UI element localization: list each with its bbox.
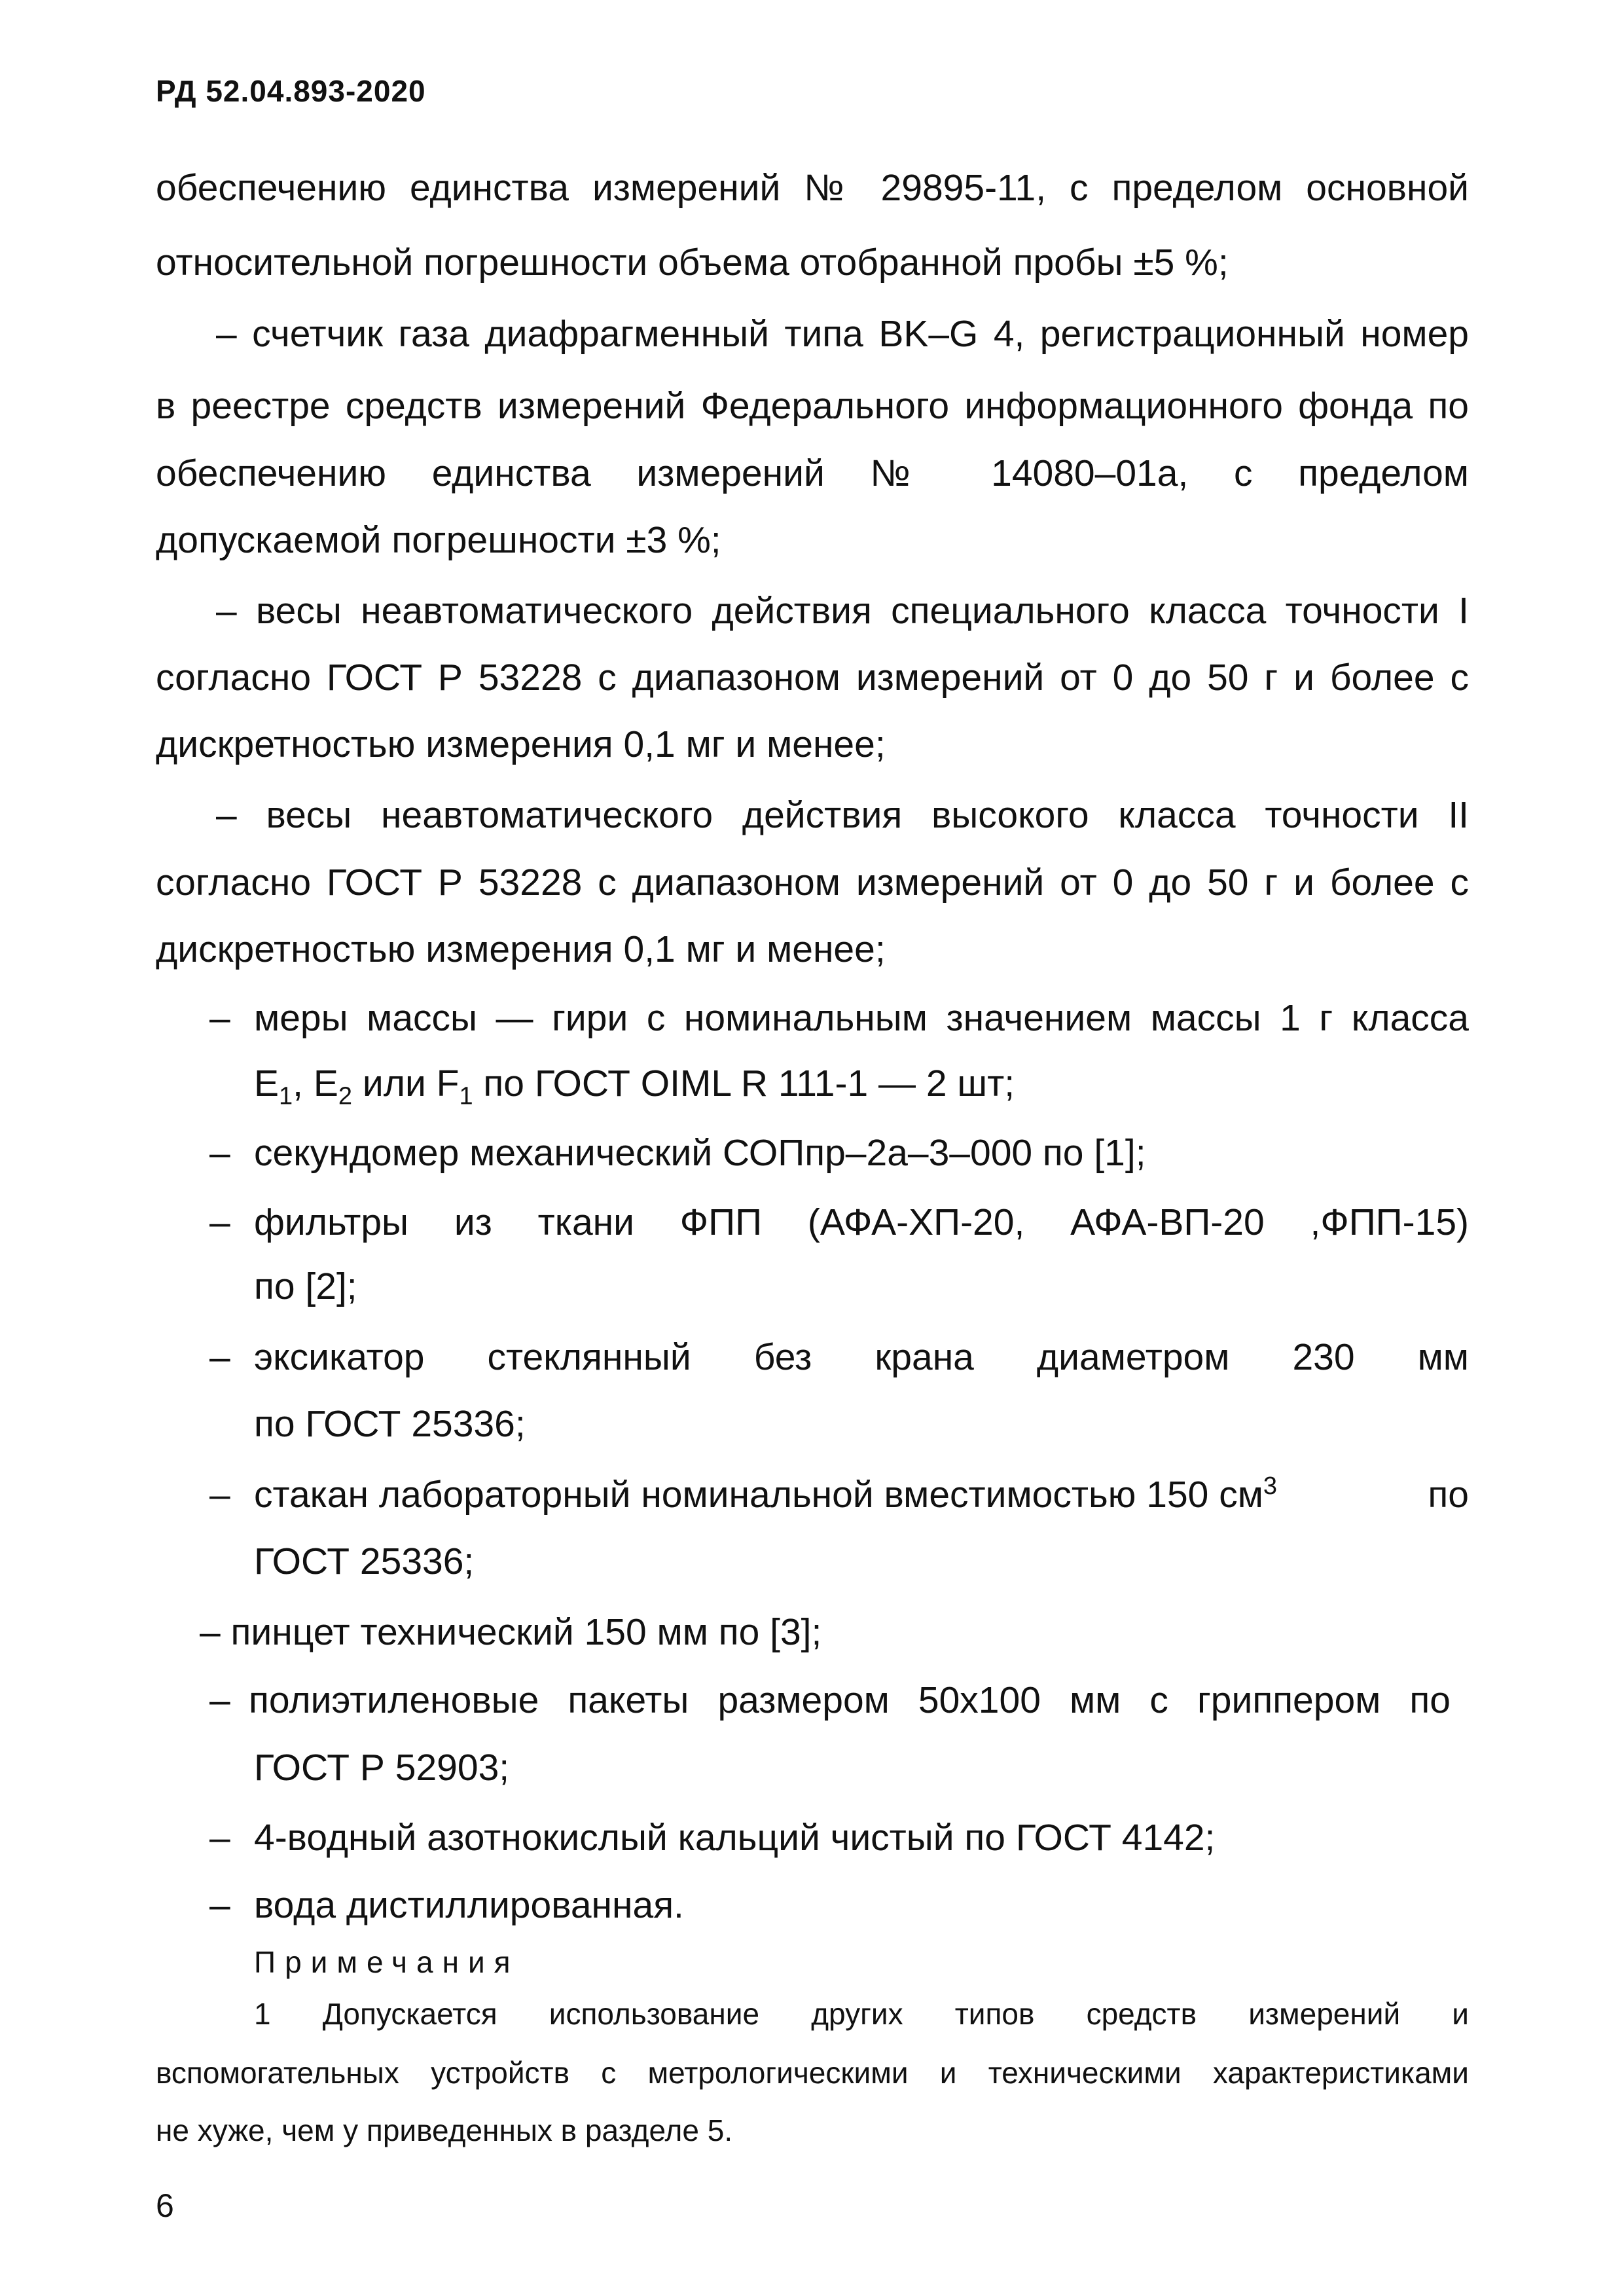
text-span: по (1428, 1474, 1469, 1516)
list-item-desiccator: эксикатор стеклянный без крана диаметром 230 мм (254, 1336, 1469, 1378)
notes-title: Примечания (254, 1945, 520, 1979)
subscript: 1 (459, 1082, 473, 1110)
list-dash: – (209, 1336, 230, 1378)
page-number: 6 (156, 2187, 174, 2224)
list-dash: – (209, 1817, 230, 1859)
list-item-distilled-water: вода дистиллированная. (254, 1884, 684, 1926)
text-line: дискретностью измерения 0,1 мг и менее; (156, 928, 886, 970)
list-item-weights-cont (254, 1061, 1469, 1110)
list-item-tweezers: – пинцет технический 150 мм по [3]; (200, 1611, 822, 1653)
list-item-desiccator-cont: по ГОСТ 25336; (254, 1403, 526, 1445)
text-line: относительной погрешности объема отобранной пробы ±5 %; (156, 242, 1229, 283)
text-line: согласно ГОСТ Р 53228 с диапазоном измерений от 0 до 50 г и более с (156, 657, 1469, 699)
text-span: E (254, 1063, 280, 1104)
subscript: 1 (279, 1082, 293, 1110)
text-span: по ГОСТ OIML R 111-1 — 2 шт; (473, 1063, 1015, 1104)
text-line: обеспечению единства измерений № 14080–01а, с пределом (156, 452, 1469, 494)
text-span (254, 1472, 1277, 1518)
note-line: вспомогательных устройств с метрологическими и техническими характеристиками (156, 2056, 1469, 2090)
document-code-header: РД 52.04.893-2020 (156, 74, 426, 108)
list-dash: – (209, 1679, 230, 1721)
text-line: обеспечению единства измерений № 29895-11, с пределом основной (156, 167, 1469, 209)
note-line: не хуже, чем у приведенных в разделе 5. (156, 2113, 733, 2147)
text-span: стакан лабораторный номинальной вместимостью 150 см (254, 1474, 1263, 1516)
list-item-bags-cont: ГОСТ Р 52903; (254, 1747, 510, 1789)
list-item-filters-cont: по [2]; (254, 1266, 357, 1307)
note-line: 1 Допускается использование других типов средств измерений и (254, 1997, 1469, 2031)
list-dash: – (209, 1132, 230, 1174)
list-item-bags: полиэтиленовые пакеты размером 50х100 мм с гриппером по (249, 1679, 1451, 1721)
superscript: 3 (1263, 1472, 1278, 1500)
list-item-scales-class-2: – весы неавтоматического действия высокого класса точности II (216, 794, 1469, 836)
text-line: согласно ГОСТ Р 53228 с диапазоном измерений от 0 до 50 г и более с (156, 862, 1469, 903)
list-item-calcium-nitrate: 4-водный азотнокислый кальций чистый по ГОСТ 4142; (254, 1817, 1216, 1859)
text-line: в реестре средств измерений Федерального информационного фонда по (156, 385, 1469, 427)
list-item-filters: фильтры из ткани ФПП (АФА-ХП-20, АФА-ВП-20 ,ФПП-15) (254, 1201, 1469, 1243)
text-span: или F (352, 1063, 460, 1104)
list-dash: – (209, 997, 230, 1039)
text-span: , E (293, 1063, 338, 1104)
list-dash: – (209, 1201, 230, 1243)
list-item-beaker (254, 1472, 1469, 1518)
list-item-weights: меры массы — гири с номинальным значением массы 1 г класса (254, 997, 1469, 1039)
list-item-stopwatch: секундомер механический СОПпр–2а–3–000 по [1]; (254, 1132, 1146, 1174)
list-item-beaker-cont: ГОСТ 25336; (254, 1540, 475, 1582)
list-item-gas-meter: – счетчик газа диафрагменный типа BK–G 4, регистрационный номер (216, 313, 1469, 355)
text-line: допускаемой погрешности ±3 %; (156, 519, 721, 561)
list-dash: – (209, 1474, 230, 1516)
list-item-scales-class-1: – весы неавтоматического действия специального класса точности I (216, 590, 1469, 632)
list-dash: – (209, 1884, 230, 1926)
subscript: 2 (338, 1082, 353, 1110)
text-line: дискретностью измерения 0,1 мг и менее; (156, 723, 886, 765)
